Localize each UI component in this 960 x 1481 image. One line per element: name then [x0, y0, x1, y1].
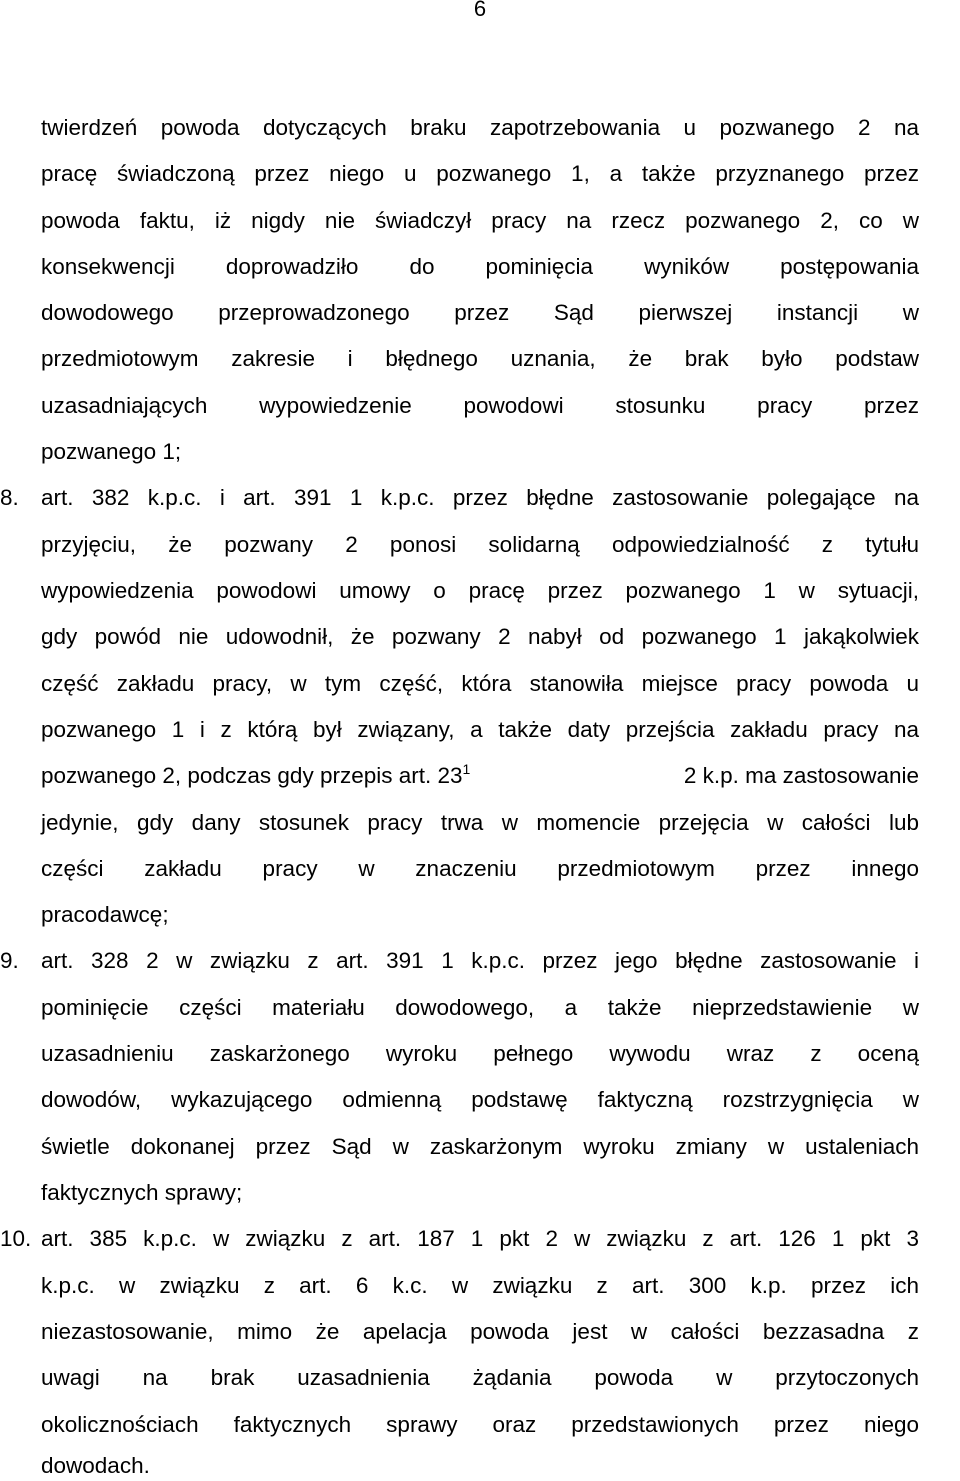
- superscript: 1: [462, 761, 471, 777]
- text-fragment: pozwanego 2, podczas gdy przepis art. $23^1$: [41, 761, 471, 788]
- text-line: dowodów, wykazującego odmienną podstawę faktyczną rozstrzygnięcia w: [41, 1087, 919, 1112]
- text-line: powoda faktu, iż nigdy nie świadczył pracy na rzecz pozwanego 2, co w: [41, 208, 919, 233]
- text-fragment: 2 k.p. ma zastosowanie: [671, 763, 919, 788]
- text-line: art. 382 k.p.c. i art. 391 1 k.p.c. przez błędne zastosowanie polegające na: [41, 485, 919, 510]
- text-line: pozwanego 1 i z którą był związany, a także daty przejścia zakładu pracy na: [41, 717, 919, 742]
- text-line: wypowiedzenia powodowi umowy o pracę przez pozwanego 1 w sytuacji,: [41, 578, 919, 603]
- text-line: art. 385 k.p.c. w związku z art. 187 1 pkt 2 w związku z art. 126 1 pkt 3: [41, 1226, 919, 1251]
- list-marker: 8.: [0, 485, 19, 510]
- text-line: okolicznościach faktycznych sprawy oraz przedstawionych przez niego: [41, 1412, 919, 1437]
- text-line: pozwanego 1;: [41, 439, 182, 464]
- text-line: k.p.c. w związku z art. 6 k.c. w związku z art. 300 k.p. przez ich: [41, 1273, 919, 1298]
- text-line: przyjęciu, że pozwany 2 ponosi solidarną odpowiedzialność z tytułu: [41, 532, 919, 557]
- page-number: 6: [473, 0, 487, 21]
- list-marker: 9.: [0, 948, 19, 973]
- text-line: art. 328 2 w związku z art. 391 1 k.p.c. przez jego błędne zastosowanie i: [41, 948, 919, 973]
- list-marker: 10.: [0, 1226, 32, 1251]
- text-line: niezastosowanie, mimo że apelacja powoda jest w całości bezzasadna z: [41, 1319, 919, 1344]
- text-line: jedynie, gdy dany stosunek pracy trwa w momencie przejęcia w całości lub: [41, 810, 919, 835]
- text-line: dowodach.: [41, 1453, 150, 1478]
- text-line: pracę świadczoną przez niego u pozwanego 1, a także przyznanego przez: [41, 161, 919, 186]
- text-line: pominięcie części materiału dowodowego, a także nieprzedstawienie w: [41, 995, 919, 1020]
- text-line: uzasadniających wypowiedzenie powodowi stosunku pracy przez: [41, 393, 919, 418]
- text-line: pracodawcę;: [41, 902, 169, 927]
- text-line: faktycznych sprawy;: [41, 1180, 243, 1205]
- text-line: twierdzeń powoda dotyczących braku zapotrzebowania u pozwanego 2 na: [41, 115, 919, 140]
- text-line: przedmiotowym zakresie i błędnego uznania, że brak było podstaw: [41, 346, 919, 371]
- text-line: konsekwencji doprowadziło do pominięcia wyników postępowania: [41, 254, 919, 279]
- text-line: część zakładu pracy, w tym część, która stanowiła miejsce pracy powoda u: [41, 671, 919, 696]
- text-line: świetle dokonanej przez Sąd w zaskarżonym wyroku zmiany w ustaleniach: [41, 1134, 919, 1159]
- text-line: części zakładu pracy w znaczeniu przedmiotowym przez innego: [41, 856, 919, 881]
- text-line: gdy powód nie udowodnił, że pozwany 2 nabył od pozwanego 1 jakąkolwiek: [41, 624, 919, 649]
- text-line: uzasadnieniu zaskarżonego wyroku pełnego wywodu wraz z oceną: [41, 1041, 919, 1066]
- text-line: dowodowego przeprowadzonego przez Sąd pierwszej instancji w: [41, 300, 919, 325]
- text-line-with-superscript: [41, 761, 919, 791]
- text-line: uwagi na brak uzasadnienia żądania powoda w przytoczonych: [41, 1365, 919, 1390]
